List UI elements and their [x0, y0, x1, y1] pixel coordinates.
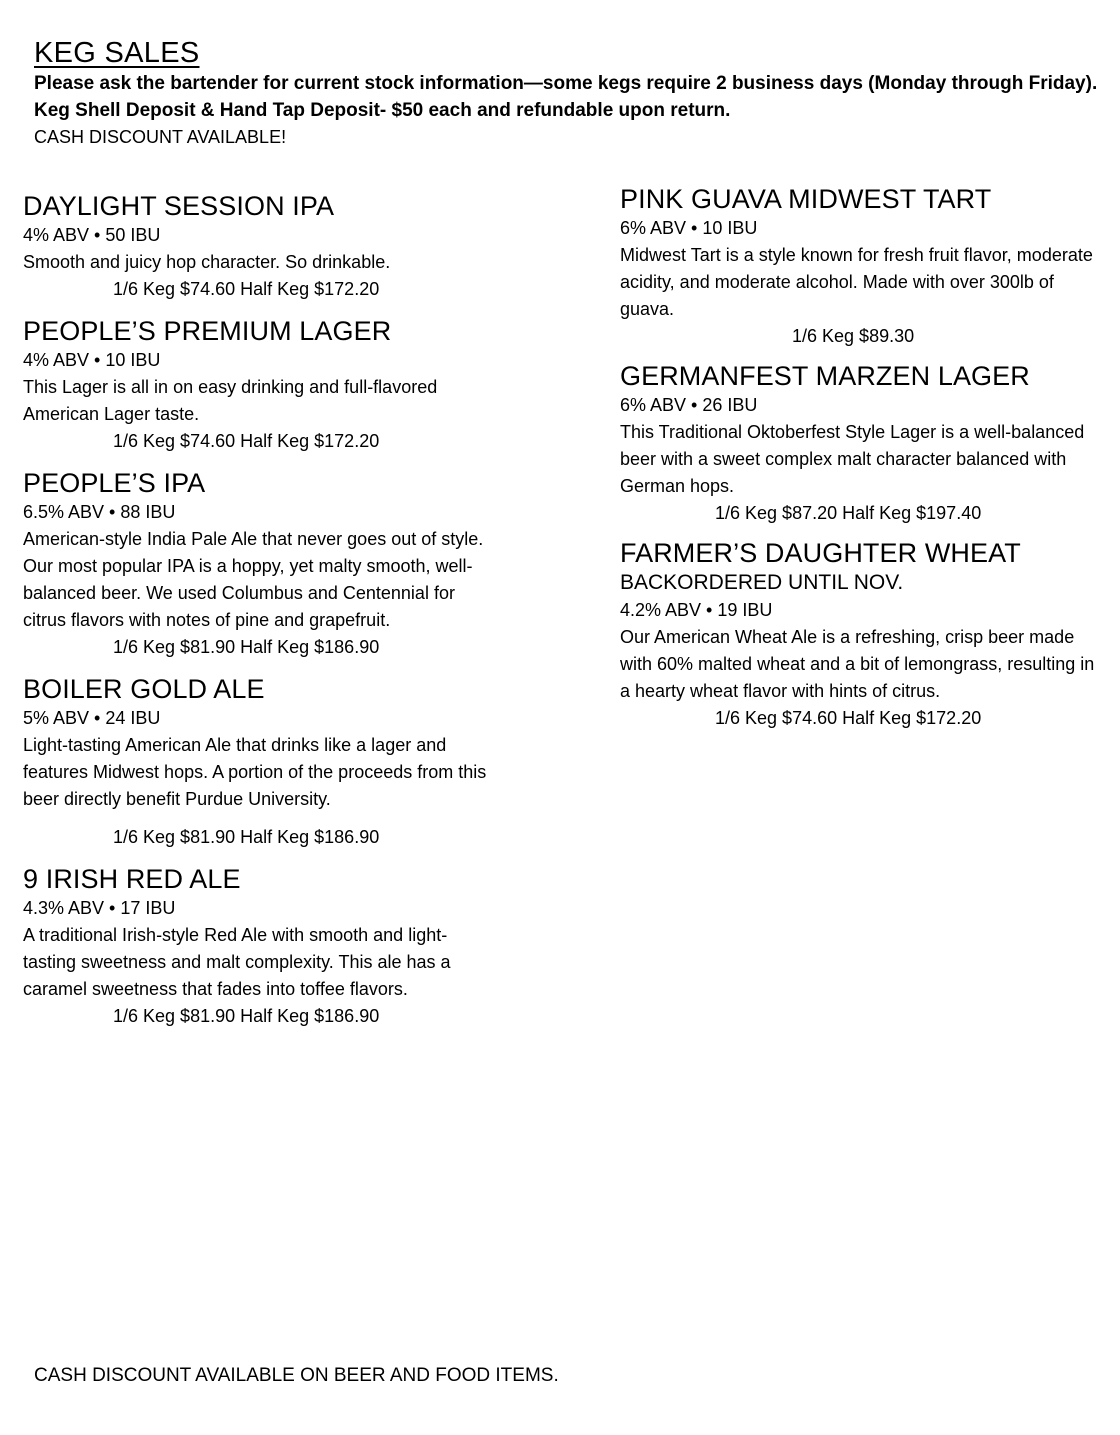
beer-stats: 6% ABV • 10 IBU: [620, 218, 758, 238]
stock-notice: Please ask the bartender for current stock information—some kegs require 2 business days (Monday through Friday).: [34, 73, 1098, 94]
beer-item-farmers-daughter-wheat: [620, 537, 1100, 732]
beer-item-boiler-gold-ale: [23, 673, 493, 851]
beer-stats: 6% ABV • 26 IBU: [620, 395, 758, 415]
beer-price: 1/6 Keg $89.30: [792, 326, 915, 346]
page-header: [34, 36, 1104, 151]
beer-price: 1/6 Keg $74.60 Half Keg $172.20: [715, 708, 982, 728]
backorder-note: BACKORDERED UNTIL NOV.: [620, 571, 904, 594]
beer-description: Midwest Tart is a style known for fresh fruit flavor, moderate acidity, and moderate alcohol. Made with over 300lb of guava.: [620, 245, 1093, 319]
beer-stats: 6.5% ABV • 88 IBU: [23, 502, 176, 522]
beer-stats: 4% ABV • 50 IBU: [23, 225, 161, 245]
beer-name: 9 IRISH RED ALE: [23, 864, 241, 894]
beer-description: A traditional Irish-style Red Ale with smooth and light-tasting sweetness and malt complexity. This ale has a caramel sweetness that fades into toffee flavors.: [23, 925, 451, 999]
beer-description: Light-tasting American Ale that drinks like a lager and features Midwest hops. A portion of the proceeds from this beer directly benefit Purdue University.: [23, 735, 487, 809]
footer-note: CASH DISCOUNT AVAILABLE ON BEER AND FOOD ITEMS.: [34, 1365, 559, 1386]
deposit-notice: Keg Shell Deposit & Hand Tap Deposit- $50 each and refundable upon return.: [34, 100, 731, 121]
cash-discount-notice: CASH DISCOUNT AVAILABLE!: [34, 127, 287, 147]
beer-price: 1/6 Keg $81.90 Half Keg $186.90: [113, 827, 380, 847]
beer-stats: 4.2% ABV • 19 IBU: [620, 600, 773, 620]
page-title: KEG SALES: [34, 37, 200, 69]
beer-price: 1/6 Keg $87.20 Half Keg $197.40: [715, 503, 982, 523]
beer-item-peoples-premium-lager: [23, 315, 493, 455]
beer-name: PEOPLE’S PREMIUM LAGER: [23, 316, 392, 346]
beer-item-pink-guava-midwest-tart: [620, 183, 1100, 350]
beer-item-9-irish-red-ale: [23, 863, 493, 1030]
beer-name: DAYLIGHT SESSION IPA: [23, 191, 335, 221]
beer-description: American-style India Pale Ale that never goes out of style. Our most popular IPA is a hoppy, yet malty smooth, well-balanced beer. We used Columbus and Centennial for citrus flavors with notes of pine and grapefruit.: [23, 529, 484, 630]
beer-price: 1/6 Keg $81.90 Half Keg $186.90: [113, 1006, 380, 1026]
beer-price: 1/6 Keg $74.60 Half Keg $172.20: [113, 431, 380, 451]
right-column: [620, 183, 1100, 732]
beer-description: Smooth and juicy hop character. So drinkable.: [23, 252, 391, 272]
beer-stats: 5% ABV • 24 IBU: [23, 708, 161, 728]
beer-name: PEOPLE’S IPA: [23, 468, 206, 498]
beer-price: 1/6 Keg $74.60 Half Keg $172.20: [113, 279, 380, 299]
beer-item-germanfest-marzen-lager: [620, 360, 1100, 527]
beer-description: This Lager is all in on easy drinking and full-flavored American Lager taste.: [23, 377, 438, 424]
beer-item-daylight-session-ipa: [23, 190, 493, 303]
left-column: [23, 190, 493, 1030]
beer-stats: 4% ABV • 10 IBU: [23, 350, 161, 370]
beer-stats: 4.3% ABV • 17 IBU: [23, 898, 176, 918]
beer-description: Our American Wheat Ale is a refreshing, crisp beer made with 60% malted wheat and a bit of lemongrass, resulting in a hearty wheat flavor with hints of citrus.: [620, 627, 1095, 701]
beer-name: FARMER’S DAUGHTER WHEAT: [620, 538, 1021, 568]
beer-name: BOILER GOLD ALE: [23, 674, 265, 704]
beer-price: 1/6 Keg $81.90 Half Keg $186.90: [113, 637, 380, 657]
beer-item-peoples-ipa: [23, 467, 493, 661]
beer-name: PINK GUAVA MIDWEST TART: [620, 184, 992, 214]
beer-name: GERMANFEST MARZEN LAGER: [620, 361, 1030, 391]
beer-description: This Traditional Oktoberfest Style Lager is a well-balanced beer with a sweet complex malt character balanced with German hops.: [620, 422, 1085, 496]
